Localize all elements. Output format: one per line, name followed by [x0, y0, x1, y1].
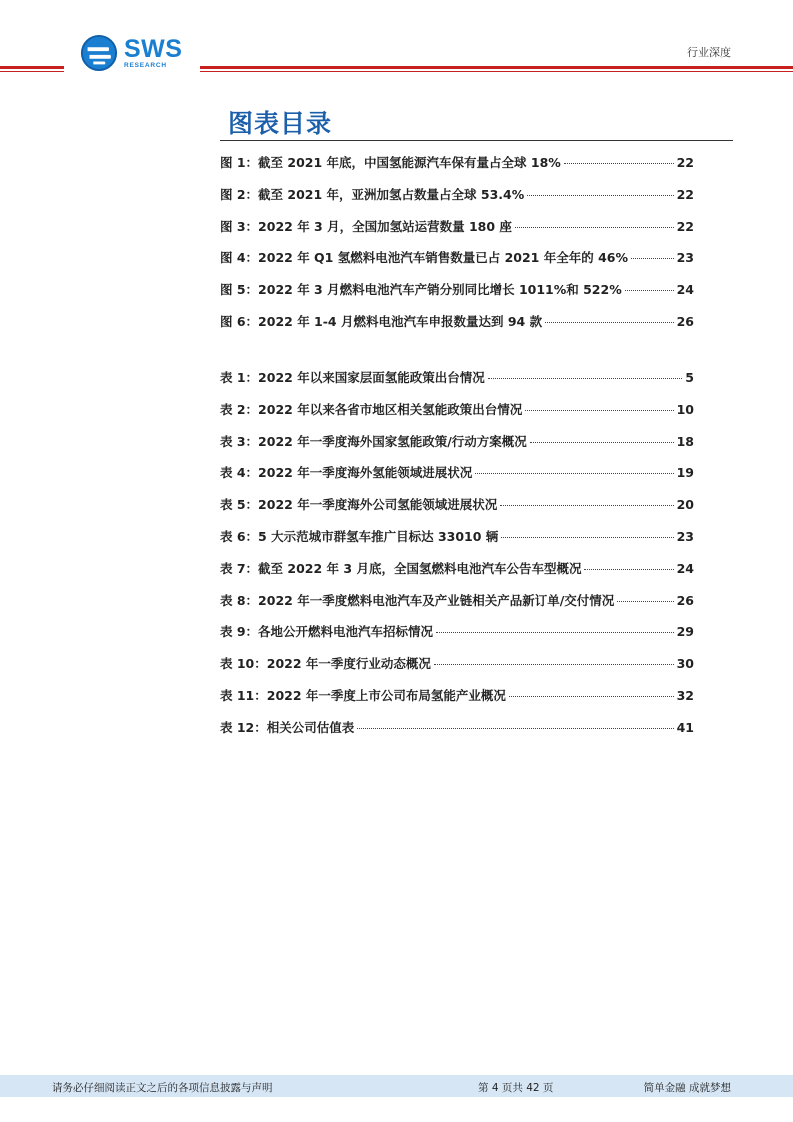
- dot-leader: [625, 290, 674, 291]
- toc-entry-table-1[interactable]: [220, 368, 694, 400]
- toc-entry-page: 41: [676, 719, 694, 735]
- toc-entry-label: 表 2：2022 年以来各省市地区相关氢能政策出台情况: [220, 401, 523, 417]
- toc-entry-page: 10: [676, 401, 694, 417]
- report-type-tag: 行业深度: [687, 46, 731, 59]
- toc-entry-page: 29: [676, 624, 694, 640]
- toc-entry-page: 26: [676, 313, 694, 329]
- toc-entry-label: 表 5：2022 年一季度海外公司氢能领域进展状况: [220, 497, 498, 513]
- toc-entry-label: 图 6：2022 年 1-4 月燃料电池汽车申报数量达到 94 款: [220, 313, 543, 329]
- page-footer: [0, 1075, 793, 1097]
- toc-entry-table-6[interactable]: [220, 527, 694, 559]
- toc-entry-label: 表 1：2022 年以来国家层面氢能政策出台情况: [220, 370, 485, 385]
- toc-entry-page: 22: [676, 218, 694, 234]
- toc-entry-figure-6[interactable]: [220, 312, 694, 344]
- table-list: [220, 368, 694, 750]
- header-thin-rule-right: [200, 71, 793, 72]
- footer-slogan: 简单金融 成就梦想: [643, 1082, 731, 1094]
- toc-entry-figure-1[interactable]: [220, 153, 694, 185]
- dot-leader: [631, 258, 674, 259]
- toc-entry-table-3[interactable]: [220, 432, 694, 464]
- dot-leader: [436, 632, 674, 633]
- toc-entry-page: 5: [685, 370, 694, 385]
- toc-entry-page: 23: [676, 250, 694, 266]
- toc-entry-label: 图 4：2022 年 Q1 氢燃料电池汽车销售数量已占 2021 年全年的 46%: [220, 250, 628, 266]
- toc-entry-page: 30: [676, 656, 694, 672]
- toc-entry-table-8[interactable]: [220, 591, 694, 623]
- toc-entry-table-2[interactable]: [220, 400, 694, 432]
- toc-entry-page: 22: [676, 155, 694, 170]
- toc-entry-label: 表 12：相关公司估值表: [220, 719, 355, 735]
- dot-leader: [501, 537, 673, 538]
- toc-entry-page: 20: [676, 497, 694, 513]
- toc-entry-label: 表 8：2022 年一季度燃料电池汽车及产业链相关产品新订单/交付情况: [220, 592, 615, 608]
- dot-leader: [527, 195, 673, 196]
- toc-entry-label: 图 1：截至 2021 年底，中国氢能源汽车保有量占全球 18%: [220, 155, 561, 170]
- toc-entry-page: 32: [676, 687, 694, 703]
- dot-leader: [525, 410, 673, 411]
- toc-entry-label: 表 11：2022 年一季度上市公司布局氢能产业概况: [220, 687, 506, 703]
- toc-entry-page: 24: [676, 560, 694, 576]
- dot-leader: [530, 442, 674, 443]
- toc-entry-table-7[interactable]: [220, 559, 694, 591]
- dot-leader: [584, 569, 673, 570]
- footer-page-number: 第 4 页共 42 页: [478, 1082, 554, 1094]
- sws-logo: [80, 33, 182, 73]
- toc-entry-label: 表 3：2022 年一季度海外国家氢能政策/行动方案概况: [220, 433, 527, 449]
- dot-leader: [545, 322, 674, 323]
- toc-entry-page: 18: [676, 433, 694, 449]
- toc-entry-figure-5[interactable]: [220, 280, 694, 312]
- toc-entry-table-4[interactable]: [220, 463, 694, 495]
- dot-leader: [509, 696, 674, 697]
- toc-entry-table-5[interactable]: [220, 495, 694, 527]
- toc-entry-table-9[interactable]: [220, 622, 694, 654]
- toc-entry-label: 表 4：2022 年一季度海外氢能领域进展状况: [220, 465, 473, 481]
- footer-disclaimer: 请务必仔细阅读正文之后的各项信息披露与声明: [52, 1082, 273, 1094]
- toc-entry-figure-2[interactable]: [220, 185, 694, 217]
- header-rule-right: [200, 66, 793, 69]
- toc-entry-page: 24: [676, 282, 694, 298]
- toc-entry-figure-4[interactable]: [220, 248, 694, 280]
- header-rule-left: [0, 66, 64, 69]
- logo-text: SWS: [124, 34, 183, 63]
- toc-entry-label: 图 5：2022 年 3 月燃料电池汽车产销分别同比增长 1011%和 522%: [220, 282, 622, 298]
- figure-list: [220, 153, 694, 344]
- toc-entry-page: 26: [676, 592, 694, 608]
- page-title: 图表目录: [228, 109, 333, 138]
- header-thin-rule-left: [0, 71, 64, 72]
- dot-leader: [617, 601, 673, 602]
- toc-entry-table-10[interactable]: [220, 654, 694, 686]
- dot-leader: [515, 227, 674, 228]
- toc-entry-table-11[interactable]: [220, 686, 694, 718]
- toc-entry-label: 表 6：5 大示范城市群氢车推广目标达 33010 辆: [220, 528, 499, 544]
- title-divider: [220, 140, 733, 141]
- toc-entry-label: 表 10：2022 年一季度行业动态概况: [220, 656, 431, 672]
- dot-leader: [475, 473, 673, 474]
- toc-entry-label: 表 7：截至 2022 年 3 月底，全国氢燃料电池汽车公告车型概况: [220, 560, 582, 576]
- toc-entry-page: 19: [676, 465, 694, 481]
- toc-entry-page: 22: [676, 186, 694, 202]
- toc-entry-label: 图 3：2022 年 3 月，全国加氢站运营数量 180 座: [220, 218, 512, 234]
- toc-entry-label: 图 2：截至 2021 年，亚洲加氢占数量占全球 53.4%: [220, 186, 525, 202]
- dot-leader: [500, 505, 673, 506]
- dot-leader: [488, 378, 683, 379]
- toc-entry-label: 表 9：各地公开燃料电池汽车招标情况: [220, 624, 434, 640]
- dot-leader: [357, 728, 673, 729]
- dot-leader: [434, 664, 674, 665]
- dot-leader: [564, 163, 674, 164]
- logo-subtext: RESEARCH: [124, 61, 167, 69]
- toc-entry-page: 23: [676, 528, 694, 544]
- toc-entry-figure-3[interactable]: [220, 217, 694, 249]
- toc-entry-table-12[interactable]: [220, 718, 694, 750]
- sws-logo-icon: [80, 34, 118, 72]
